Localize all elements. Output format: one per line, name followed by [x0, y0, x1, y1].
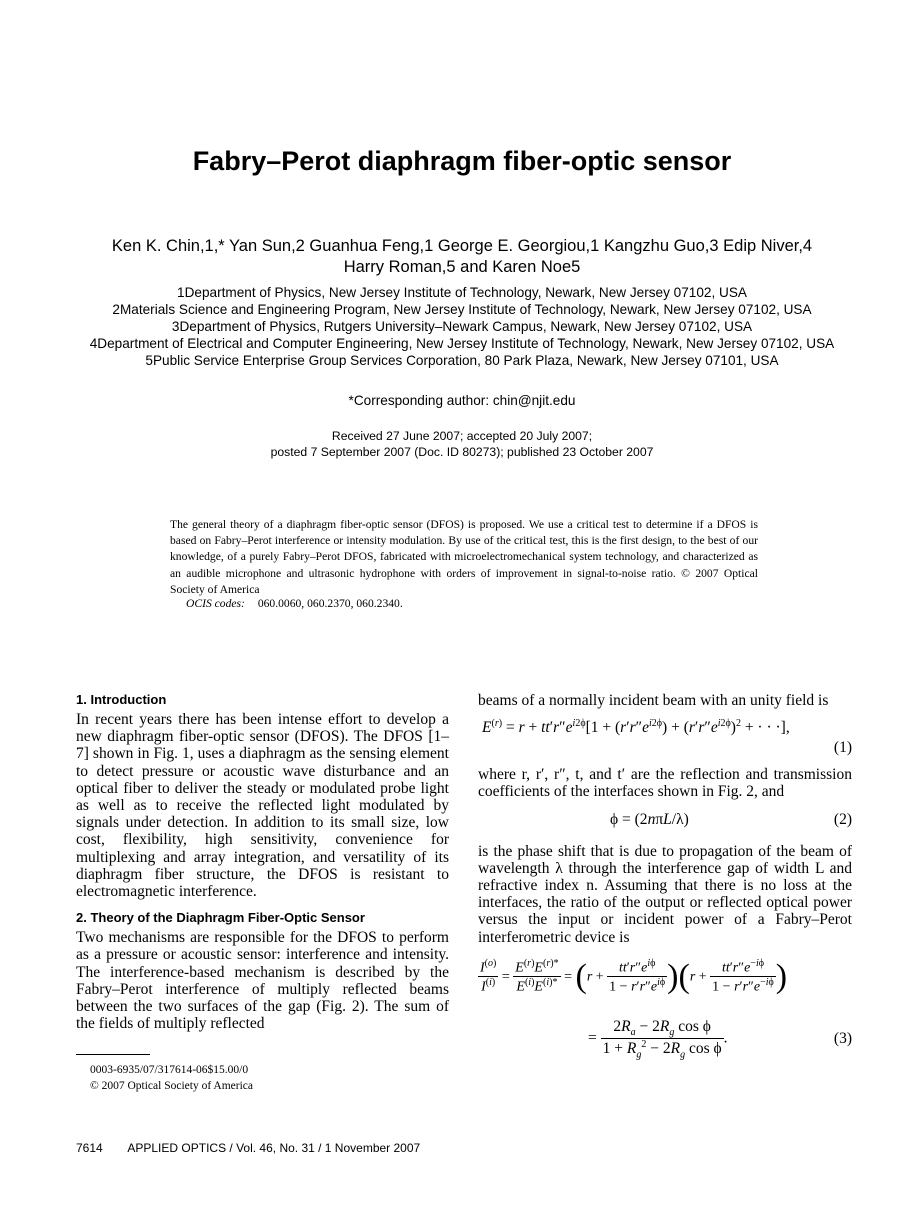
footnote-copyright: © 2007 Optical Society of America: [90, 1080, 253, 1092]
affiliation-1: 1Department of Physics, New Jersey Institute of Technology, Newark, New Jersey 07102, USA: [177, 285, 747, 300]
equation-2-number: (2): [833, 810, 852, 828]
dates-line-1: Received 27 June 2007; accepted 20 July 2007;: [331, 429, 593, 443]
footnote-rule: [76, 1054, 150, 1055]
equation-3: [478, 958, 852, 1078]
abstract: The general theory of a diaphragm fiber-optic sensor (DFOS) is proposed. We use a critical test to determine if a DFOS is based on Fabry–Perot interference or intensity modulation. By use of the critical test, this is the first design, to the best of our knowledge, of a purely Fabry–Perot DFOS, fabricated with microelectromechanical system technology, and characterized as an audible microphone and ultrasonic hydrophone with orders of improvement in signal-to-noise ratio. © 2007 Optical Society of America: [170, 518, 758, 596]
authors-line-1: Ken K. Chin,1,* Yan Sun,2 Guanhua Feng,1 George E. Georgiou,1 Kangzhu Guo,3 Edip Niver,4: [111, 237, 813, 255]
page-footer: [76, 1141, 442, 1155]
equation-2-body: ϕ = (2nπL/λ): [610, 810, 689, 828]
right-column: [478, 692, 852, 1078]
authors-line-2: Harry Roman,5 and Karen Noe5: [343, 258, 581, 276]
affiliation-list: [84, 284, 840, 369]
theory-paragraph: Two mechanisms are responsible for the DFOS to perform as a pressure or acoustic sensor: interference and intensity. The interference-based mechanism is described by the Fabry–Perot interference of multiply reflected beams between the two surfaces of the gap (Fig. 2). The sum of the fields of multiply reflected: [76, 929, 449, 1033]
page-number: 7614: [76, 1141, 103, 1155]
dates-line-2: posted 7 September 2007 (Doc. ID 80273); published 23 October 2007: [270, 445, 654, 459]
section-heading-introduction: 1. Introduction: [76, 692, 167, 707]
equation-1-number: (1): [833, 739, 852, 757]
affiliation-2: 2Materials Science and Engineering Program, New Jersey Institute of Technology, Newark, New Jersey 07102, USA: [112, 302, 812, 317]
footnote-code: 0003-6935/07/317614-06$15.00/0: [90, 1064, 249, 1076]
introduction-paragraph: In recent years there has been intense effort to develop a new diaphragm fiber-optic sensor (DFOS). The DFOS [1–7] shown in Fig. 1, uses a diaphragm as the sensing element to detect pressure or acoustic wave disturbance and an optical fiber to deliver the steady or modulated probe light as well as to receive the reflected light modulated by signals under detection. In addition to its small size, low cost, flexibility, high sensitivity, convenience for multiplexing and array integration, and versatility of its diaphragm fiber structure, the DFOS is resistant to electromagnetic interference.: [76, 711, 449, 901]
affiliation-5: 5Public Service Enterprise Group Services Corporation, 80 Park Plaza, Newark, New Jersey 07101, USA: [145, 353, 779, 368]
equation-1-body: $E^{(r)} = r + tt'r''e^{i2\phi}[1 + (r'r''e^{i2\phi}) + (r'r''e^{i2\phi})^2$ + · · ·],: [482, 718, 790, 737]
equation-3-line-2: = $\frac{2R_a - 2R_g \cos \phi}{1 + R_g^2 - 2R_g \cos \phi}$ .: [588, 1017, 728, 1061]
equation-3-number: (3): [833, 1029, 852, 1047]
copyright-footnote: [90, 1062, 253, 1094]
ocis-label: OCIS codes:: [186, 597, 245, 610]
paper-title: Fabry–Perot diaphragm fiber-optic sensor: [192, 146, 732, 176]
affiliation-4: 4Department of Electrical and Computer Engineering, New Jersey Institute of Technology, Newark, New Jersey 07102, USA: [89, 336, 835, 351]
journal-info: APPLIED OPTICS / Vol. 46, No. 31 / 1 November 2007: [127, 1141, 421, 1155]
ocis-values: 060.0060, 060.2370, 060.2340.: [257, 597, 403, 610]
affiliation-3: 3Department of Physics, Rutgers University–Newark Campus, Newark, New Jersey 07102, USA: [171, 319, 753, 334]
equation-1: [478, 718, 852, 758]
section-heading-theory: 2. Theory of the Diaphragm Fiber-Optic Sensor: [76, 910, 365, 926]
equation-2: [478, 811, 852, 835]
equation-3-line-1: $\frac{I^{(o)}}{I^{(i)}}$ = $\frac{E^{(r)}E^{(r)*}}{E^{(i)}E^{(i)*}}$ = (r + $\frac{tt'r''e^{i\phi}}{1 - r'r''e^{i\phi}}$ )(r + $\frac{tt'r''e^{-i\phi}}{1 - r'r''e^{-i\phi}}$ ): [480, 957, 788, 996]
right-paragraph-2: where r, r′, r″, t, and t′ are the reflection and transmission coefficients of the interfaces shown in Fig. 2, and: [478, 766, 852, 801]
left-column: [76, 692, 449, 1032]
author-list: [90, 236, 834, 278]
right-paragraph-3: is the phase shift that is due to propagation of the beam of wavelength λ through the interference gap of width L and refractive index n. Assuming that there is no loss at the interfaces, the ratio of the output or reflected optical power versus the input or incident power of a Fabry–Perot interferometric device is: [478, 842, 852, 946]
ocis-codes: [186, 597, 403, 610]
right-paragraph-1: beams of a normally incident beam with an unity field is: [478, 692, 829, 709]
corresponding-author: *Corresponding author: chin@njit.edu: [348, 393, 576, 408]
publication-dates: [0, 428, 924, 460]
